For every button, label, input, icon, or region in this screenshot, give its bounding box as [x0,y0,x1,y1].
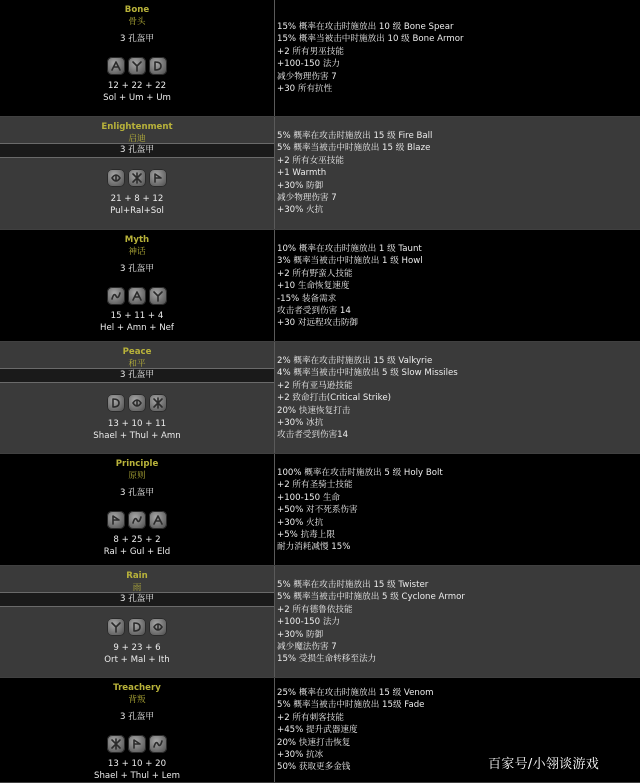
runeword-properties-cell [277,117,636,229]
rune-combination: Ral + Gul + Eld [103,547,171,557]
property-item: +100-150 生命 [277,492,341,503]
property-item: +30 对远程攻击防御 [277,318,359,329]
property-item: 20% 快速打击恢复 [277,737,351,748]
runeword-properties-cell [277,454,636,565]
ral-rune-icon [128,169,146,187]
runeword-row [0,0,640,117]
runeword-name-cn: 和平 [128,359,146,369]
property-item: +2 所有圣骑士技能 [277,480,353,491]
rune-combination: Shael + Thul + Amn [93,431,181,441]
property-item: +2 所有德鲁依技能 [277,604,353,615]
pul-rune-icon [107,169,125,187]
rune-levels: 15 + 11 + 4 [110,311,164,321]
runeword-name-cn: 启迪 [128,134,146,144]
runeword-name-en: Treachery [113,683,161,693]
property-item: 2% 概率在攻击时施放出 15 级 Valkyrie [277,356,433,366]
property-item: +1 Warmth [277,168,327,179]
sol-rune-icon [149,169,167,187]
shael-rune-icon [107,394,125,412]
property-item: 4% 概率当被击中时施放出 5 级 Slow Missiles [277,368,458,379]
runeword-name-cn: 原则 [128,471,146,481]
property-item: 10% 概率在攻击时施放出 1 级 Taunt [277,244,422,254]
property-item: +30% 防御 [277,180,324,191]
runeword-info-cell [0,678,275,782]
property-list [277,21,636,95]
property-item: 攻击者受到伤害14 [277,430,349,441]
runeword-properties-cell [277,0,636,116]
runeword-base: 3 孔盔甲 [120,712,154,722]
nef-rune-icon [149,287,167,305]
thul-rune-icon [128,394,146,412]
property-item: +2 所有男巫技能 [277,46,344,57]
rune-combination: Ort + Mal + Ith [104,655,170,665]
property-item: +50% 对不死系伤害 [277,505,358,516]
property-item: +2 所有野蛮人技能 [277,268,353,279]
runeword-base: 3 孔盔甲 [120,145,154,155]
property-item: 15% 概率在攻击时施放出 10 级 Bone Spear [277,22,454,32]
property-item: 25% 概率在攻击时施放出 15 级 Venom [277,688,434,698]
rune-icons [0,169,274,189]
mal-rune-icon [128,618,146,636]
property-item: +2 所有刺客技能 [277,712,344,723]
property-item: 15% 概率当被击中时施放出 10 级 Bone Armor [277,34,464,45]
rune-combination: Shael + Thul + Lem [94,771,180,781]
property-list [277,355,636,442]
watermark: 百家号/小翎谈游戏 [488,757,600,772]
property-item: 100% 概率在攻击时施放出 5 级 Holy Bolt [277,468,443,478]
rune-levels: 13 + 10 + 20 [107,759,167,769]
property-item: +30% 抗冰 [277,749,324,760]
cell-divider [0,382,274,383]
lem-rune-icon [149,735,167,753]
rune-icons [0,618,274,638]
rune-levels: 9 + 23 + 6 [113,643,161,653]
property-item: +30% 火抗 [277,205,324,216]
shael-rune-icon [107,735,125,753]
amn-rune-icon [128,287,146,305]
runeword-info-cell [0,342,275,453]
cell-divider [0,606,274,607]
rune-icons [0,394,274,414]
rune-levels: 12 + 22 + 22 [107,81,167,91]
runeword-info-cell [0,454,275,565]
rune-levels: 8 + 25 + 2 [113,535,161,545]
runeword-properties-cell [277,230,636,341]
rune-icons [0,735,274,755]
runeword-name-en: Rain [126,571,148,581]
property-item: +30 所有抗性 [277,83,333,94]
property-item: +2 致命打击(Critical Strike) [277,393,391,404]
runeword-info-cell [0,566,275,677]
property-item: 50% 获取更多金钱 [277,762,351,773]
amn-rune-icon [149,394,167,412]
ith-rune-icon [149,618,167,636]
runeword-name-en: Principle [115,459,159,469]
property-item: 减少物理伤害 7 [277,192,337,203]
property-list [277,467,636,554]
runeword-row [0,342,640,454]
sol-rune-icon [107,57,125,75]
property-item: +30% 防御 [277,629,324,640]
property-item: 减少魔法伤害 7 [277,641,337,652]
property-item: 减少物理伤害 7 [277,71,337,82]
property-item: +2 所有女巫技能 [277,155,344,166]
property-item: 5% 概率在攻击时施放出 15 级 Twister [277,580,429,590]
property-item: 5% 概率当被击中时施放出 15级 Fade [277,700,425,711]
property-item: +5% 抗毒上限 [277,529,335,540]
property-item: 攻击者受到伤害 14 [277,305,351,316]
runeword-info-cell [0,117,275,229]
property-item: +30% 冰抗 [277,417,324,428]
runeword-row [0,454,640,566]
property-list [277,243,636,330]
runeword-row [0,117,640,230]
runeword-name-en: Bone [124,5,150,15]
rune-levels: 13 + 10 + 11 [107,419,167,429]
runeword-row [0,230,640,342]
property-item: 3% 概率当被击中时施放出 1 级 Howl [277,256,423,267]
runeword-name-cn: 骨头 [128,17,146,27]
runeword-info-cell [0,0,275,116]
rune-combination: Sol + Um + Um [103,93,171,103]
cell-divider [0,157,274,158]
um-rune-icon [149,57,167,75]
property-list [277,579,636,666]
property-item: 5% 概率当被击中时施放出 5 级 Cyclone Armor [277,592,465,603]
property-item: 15% 受损生命转移至法力 [277,654,377,665]
um-rune-icon [128,57,146,75]
property-item: +2 所有亚马逊技能 [277,380,353,391]
rune-combination: Hel + Amn + Nef [100,323,174,333]
hel-rune-icon [107,287,125,305]
runeword-info-cell [0,230,275,341]
property-item: -15% 装备需求 [277,293,337,304]
eld-rune-icon [149,511,167,529]
property-item: 20% 快速恢复打击 [277,405,351,416]
rune-levels: 21 + 8 + 12 [110,194,164,204]
runeword-base: 3 孔盔甲 [120,488,154,498]
property-item: +45% 提升武器速度 [277,725,358,736]
property-item: +10 生命恢复速度 [277,281,350,292]
runeword-name-cn: 神话 [128,247,146,257]
property-item: +100-150 法力 [277,59,341,70]
ral-rune-icon [107,511,125,529]
gul-rune-icon [128,511,146,529]
runeword-properties-cell [277,566,636,677]
ort-rune-icon [107,618,125,636]
property-item: 5% 概率当被击中时施放出 15 级 Blaze [277,143,431,154]
runeword-name-cn: 背叛 [128,695,146,705]
rune-icons [0,511,274,531]
property-list [277,130,636,217]
runeword-base: 3 孔盔甲 [120,34,154,44]
rune-icons [0,57,274,77]
rune-combination: Pul+Ral+Sol [110,206,164,216]
runeword-properties-cell [277,342,636,453]
runeword-base: 3 孔盔甲 [120,594,154,604]
runeword-row [0,566,640,678]
property-item: 耐力消耗减慢 15% [277,542,351,553]
runeword-base: 3 孔盔甲 [120,264,154,274]
runeword-name-en: Enlightenment [101,122,173,132]
property-item: +30% 火抗 [277,517,324,528]
runeword-base: 3 孔盔甲 [120,370,154,380]
rune-icons [0,287,274,307]
property-item: +100-150 法力 [277,617,341,628]
runeword-name-cn: 雨 [132,583,142,593]
property-item: 5% 概率在攻击时施放出 15 级 Fire Ball [277,131,433,141]
runeword-name-en: Myth [124,235,150,245]
thul-rune-icon [128,735,146,753]
runeword-name-en: Peace [122,347,152,357]
